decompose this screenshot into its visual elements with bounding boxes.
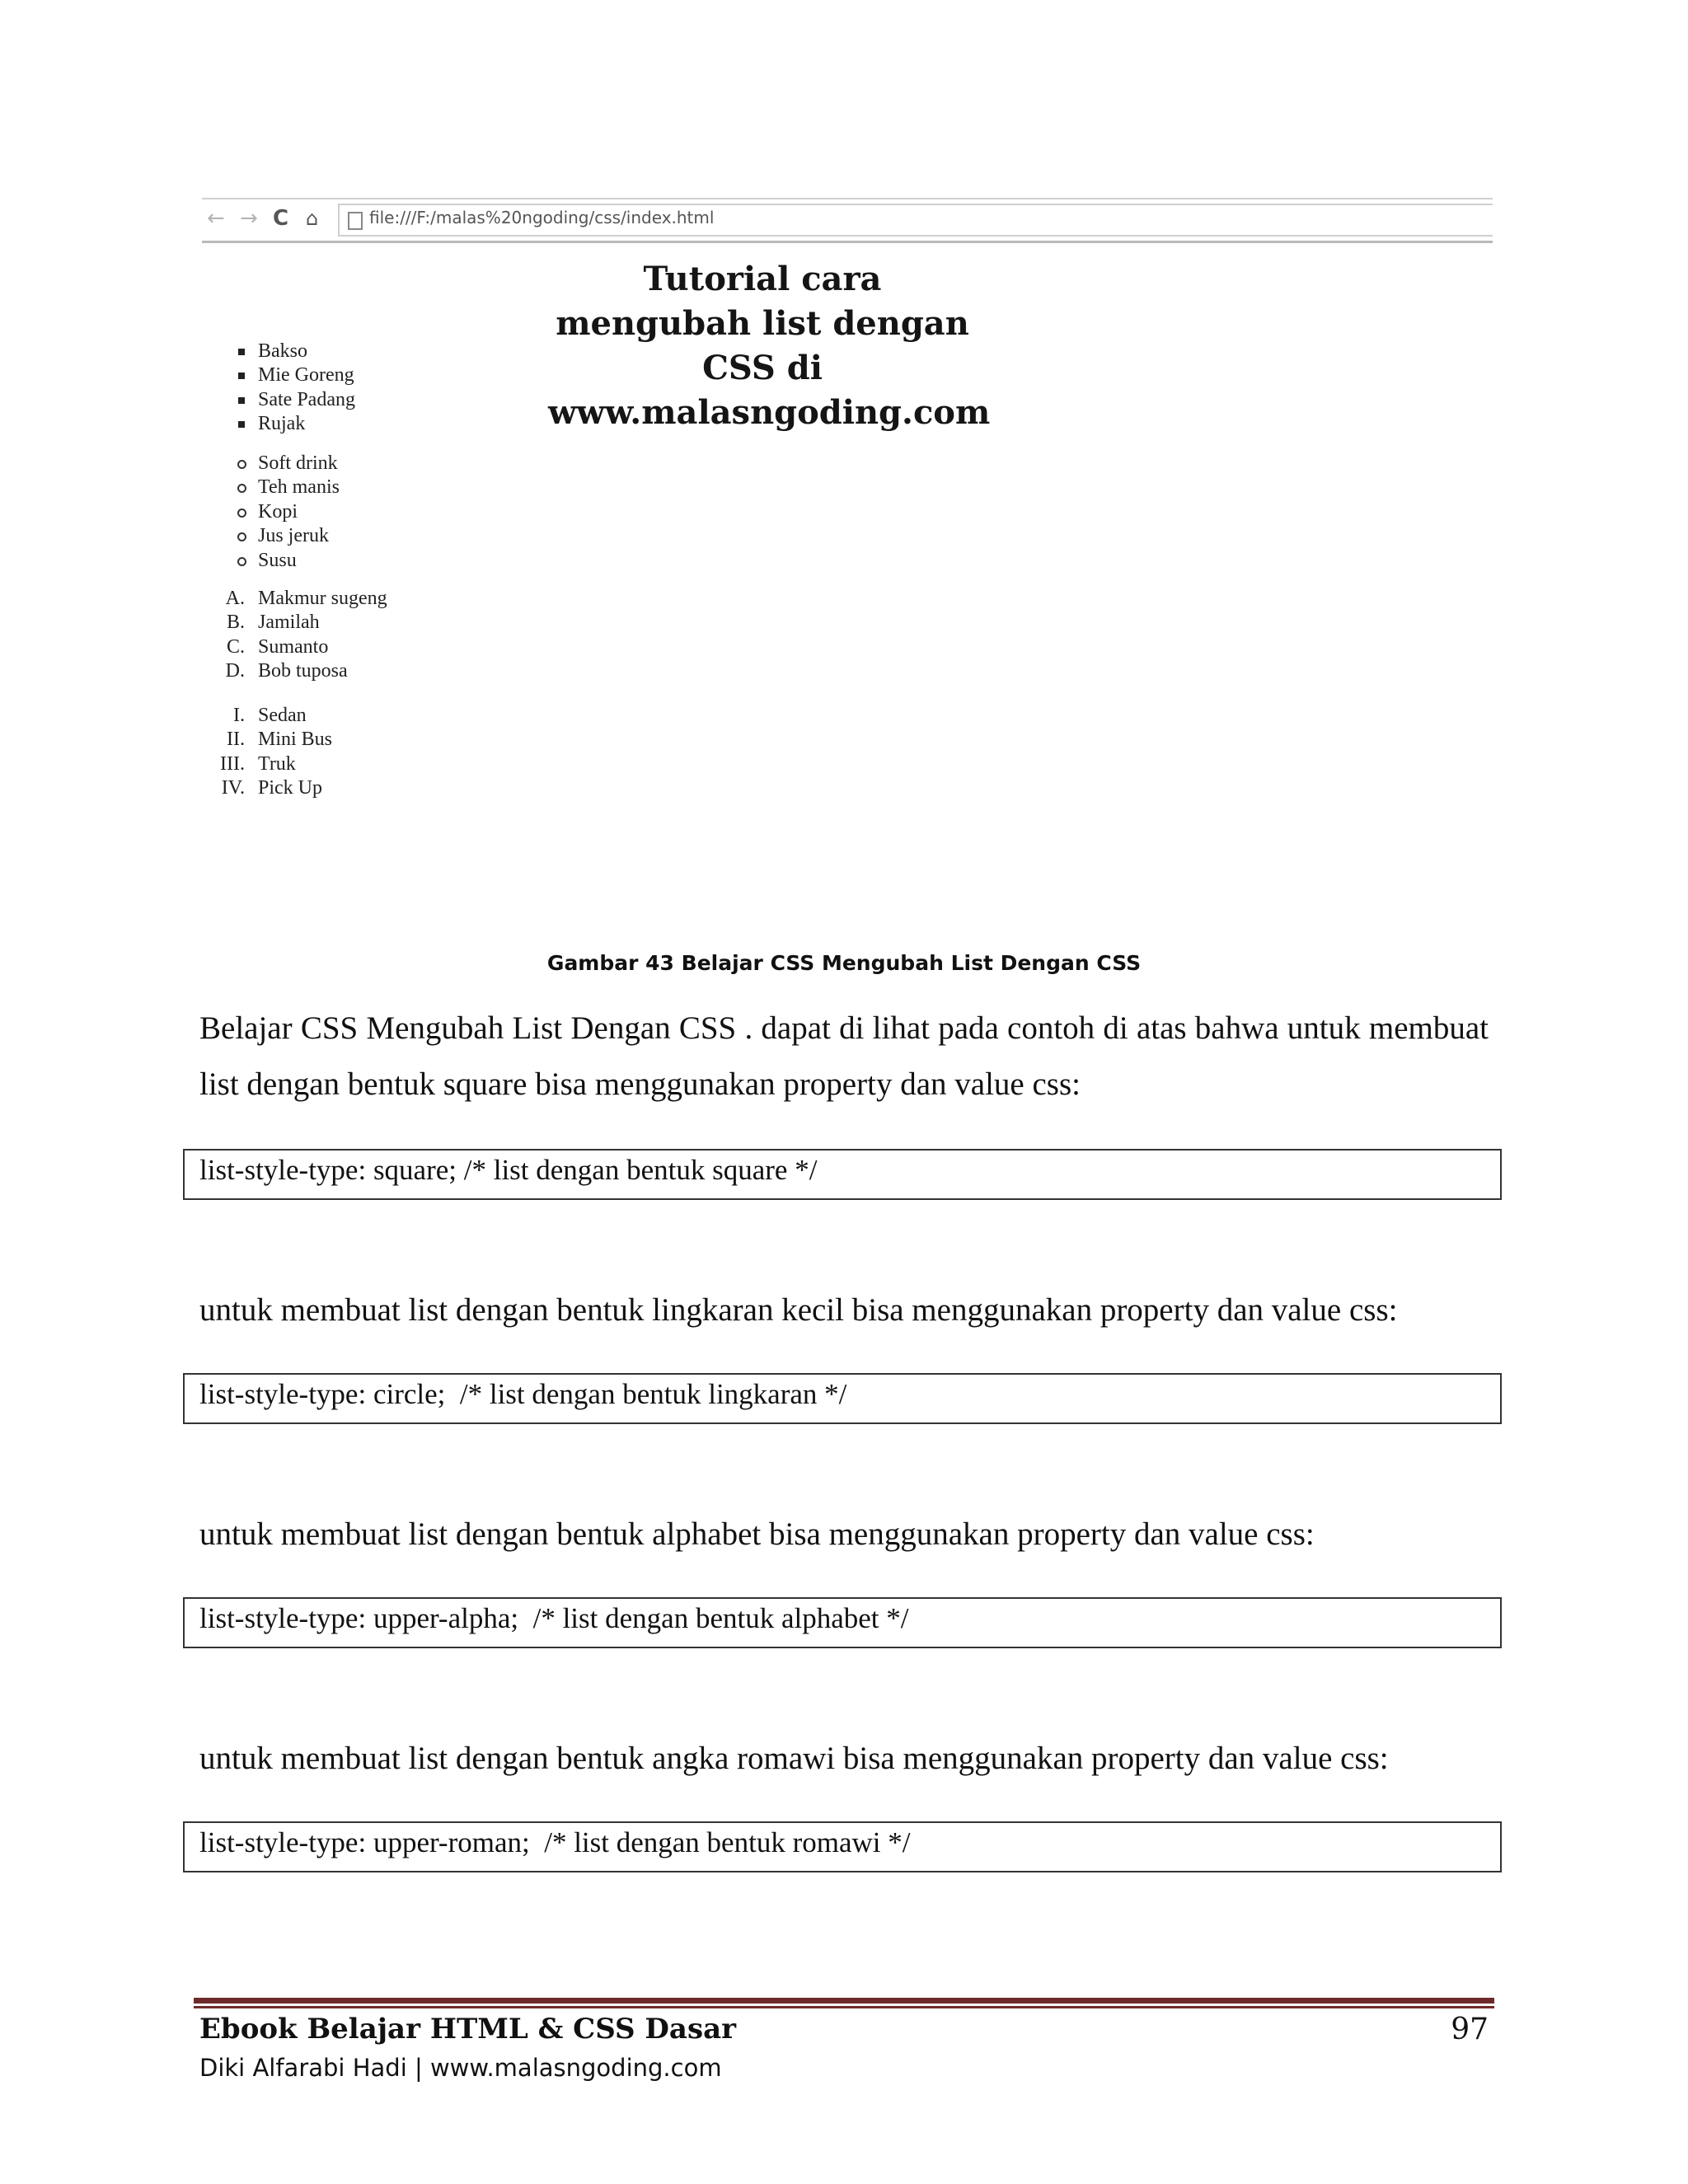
list-item-text: Teh manis bbox=[258, 476, 340, 499]
list-marker: A. bbox=[225, 588, 245, 609]
list-item-text: Sumanto bbox=[258, 635, 329, 658]
list-item bbox=[202, 728, 332, 752]
list-marker: I. bbox=[233, 705, 245, 726]
list-item bbox=[202, 635, 387, 659]
address-bar bbox=[338, 204, 1493, 237]
page-number: 97 bbox=[1451, 2013, 1489, 2046]
code-roman: list-style-type: upper-roman; /* list dengan bentuk romawi */ bbox=[199, 1826, 911, 1858]
list-item bbox=[202, 704, 332, 728]
footer-author: Diki Alfarabi Hadi | www.malasngoding.com bbox=[199, 2054, 722, 2082]
square-bullet-icon bbox=[238, 421, 245, 428]
circle-bullet-icon bbox=[237, 460, 246, 469]
figure-caption: Gambar 43 Belajar CSS Mengubah List Dengan CSS bbox=[546, 951, 1142, 975]
back-arrow-icon: ← bbox=[207, 206, 225, 231]
list-item-text: Mini Bus bbox=[258, 729, 333, 751]
paragraph-circle: untuk membuat list dengan bentuk lingkaran kecil bisa menggunakan property dan value css: bbox=[199, 1292, 1398, 1328]
list-marker: III. bbox=[220, 752, 245, 775]
code-alpha: list-style-type: upper-alpha; /* list dengan bentuk alphabet */ bbox=[199, 1602, 909, 1634]
square-bullet-icon bbox=[238, 373, 245, 379]
list-item bbox=[202, 363, 355, 387]
list-item bbox=[202, 587, 387, 611]
list-item bbox=[202, 340, 355, 363]
webpage-heading: Tutorial cara mengubah list dengan CSS di www.malasngoding.com bbox=[548, 260, 991, 432]
list-item bbox=[202, 388, 355, 412]
list-item-text: Mie Goreng bbox=[258, 364, 354, 387]
list-item bbox=[202, 476, 340, 499]
browser-toolbar bbox=[202, 198, 1493, 243]
list-marker: C. bbox=[226, 635, 245, 658]
paragraph-square: Belajar CSS Mengubah List Dengan CSS . dapat di lihat pada contoh di atas bahwa untuk membuat list dengan bentuk square bisa menggunakan property dan value css: bbox=[199, 1010, 1489, 1102]
list-marker: D. bbox=[225, 660, 245, 682]
list-item-text: Sedan bbox=[258, 705, 307, 726]
list-item-text: Bob tuposa bbox=[258, 660, 348, 682]
circle-bullet-icon bbox=[237, 532, 246, 541]
footer-book-title: Ebook Belajar HTML & CSS Dasar bbox=[199, 2013, 737, 2046]
list-item bbox=[202, 452, 340, 476]
list-item bbox=[202, 549, 340, 573]
browser-screenshot bbox=[202, 198, 1493, 874]
reload-icon: C bbox=[273, 206, 289, 231]
list-item-text: Rujak bbox=[258, 413, 306, 435]
code-box-circle bbox=[183, 1373, 1502, 1424]
alpha-list bbox=[202, 587, 387, 684]
list-item-text: Kopi bbox=[258, 500, 298, 523]
list-item-text: Susu bbox=[258, 549, 297, 571]
browser-viewport bbox=[202, 244, 1493, 874]
square-bullet-icon bbox=[238, 397, 245, 404]
paragraph-roman: untuk membuat list dengan bentuk angka romawi bisa menggunakan property dan value css: bbox=[199, 1741, 1389, 1776]
list-item bbox=[202, 611, 387, 635]
circle-bullet-icon bbox=[237, 557, 246, 566]
list-item bbox=[202, 524, 340, 548]
code-box-roman bbox=[183, 1821, 1502, 1872]
circle-list bbox=[202, 452, 340, 573]
home-icon: ⌂ bbox=[306, 207, 319, 230]
code-square: list-style-type: square; /* list dengan bentuk square */ bbox=[199, 1154, 818, 1186]
square-bullet-icon bbox=[238, 349, 245, 355]
code-box-square bbox=[183, 1149, 1502, 1200]
list-item bbox=[202, 752, 332, 776]
list-item-text: Truk bbox=[258, 752, 296, 775]
page-icon bbox=[348, 212, 363, 230]
url-text: file:///F:/malas%20ngoding/css/index.html bbox=[369, 208, 715, 227]
circle-bullet-icon bbox=[237, 484, 246, 493]
list-marker: B. bbox=[226, 612, 245, 634]
list-marker: II. bbox=[227, 729, 245, 751]
list-item bbox=[202, 776, 332, 800]
list-item-text: Jamilah bbox=[258, 612, 320, 634]
list-item-text: Makmur sugeng bbox=[258, 588, 387, 609]
list-marker: IV. bbox=[221, 777, 245, 799]
list-item-text: Pick Up bbox=[258, 777, 322, 799]
list-item bbox=[202, 659, 387, 683]
circle-bullet-icon bbox=[237, 509, 246, 518]
list-item bbox=[202, 412, 355, 436]
square-list bbox=[202, 340, 355, 437]
paragraph-alpha: untuk membuat list dengan bentuk alphabet bisa menggunakan property dan value css: bbox=[199, 1516, 1315, 1552]
roman-list bbox=[202, 704, 332, 801]
code-circle: list-style-type: circle; /* list dengan bentuk lingkaran */ bbox=[199, 1378, 847, 1410]
footer-rule-thin bbox=[194, 2006, 1494, 2008]
list-item bbox=[202, 500, 340, 524]
code-box-alpha bbox=[183, 1597, 1502, 1648]
list-item-text: Soft drink bbox=[258, 452, 338, 474]
forward-arrow-icon: → bbox=[240, 206, 258, 231]
list-item-text: Bakso bbox=[258, 340, 307, 362]
list-item-text: Sate Padang bbox=[258, 388, 355, 410]
list-item-text: Jus jeruk bbox=[258, 525, 329, 547]
footer-rule bbox=[194, 1998, 1494, 2004]
